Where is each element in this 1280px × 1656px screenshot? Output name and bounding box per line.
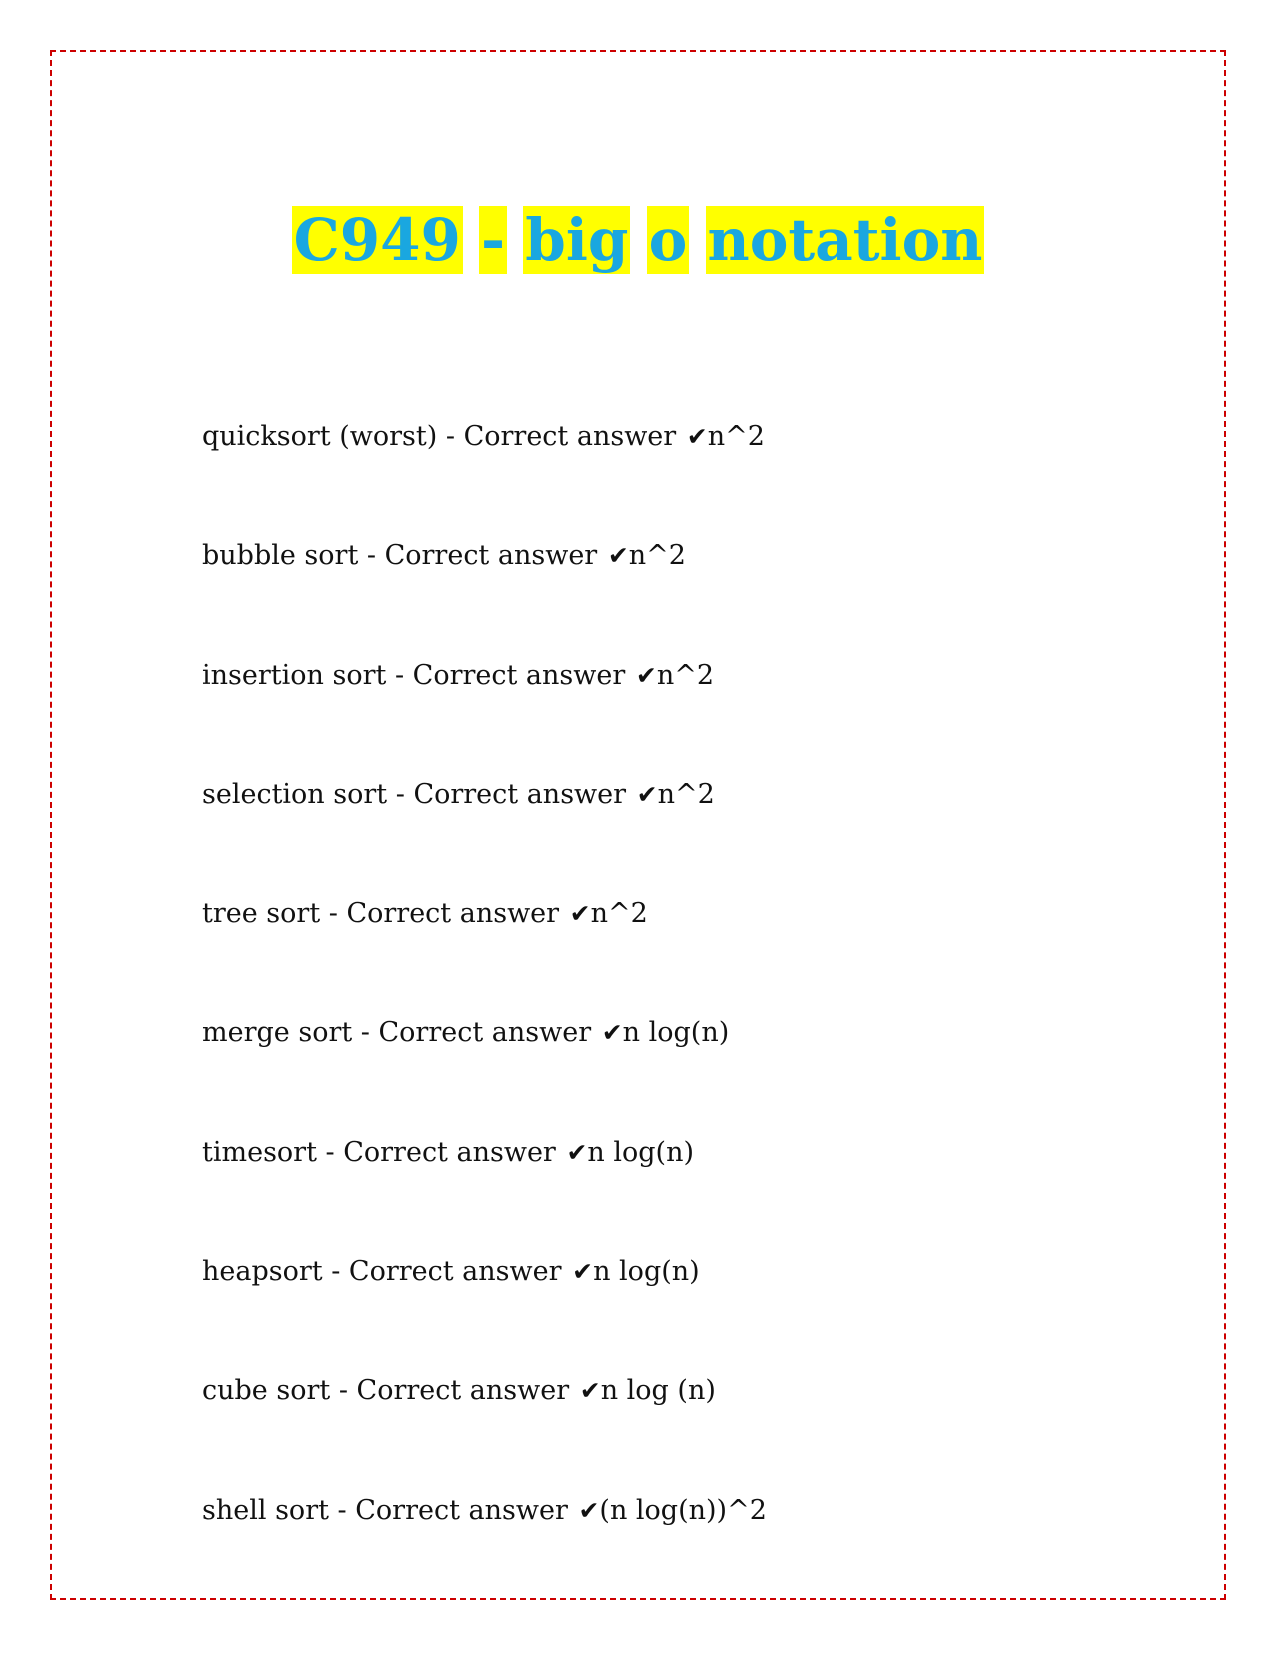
list-item: tree sort - Correct answer ✔n^2 bbox=[202, 898, 648, 930]
answer-prefix: Correct answer bbox=[463, 421, 677, 452]
list-item: selection sort - Correct answer ✔n^2 bbox=[202, 778, 715, 810]
item-term: selection sort bbox=[202, 778, 388, 810]
list-item: insertion sort - Correct answer ✔n^2 bbox=[202, 659, 715, 691]
item-answer: (n log(n))^2 bbox=[599, 1494, 767, 1526]
title-word: C949 bbox=[293, 206, 461, 274]
title-word: - bbox=[481, 206, 506, 274]
answer-prefix: Correct answer bbox=[348, 1256, 562, 1288]
title-word: o bbox=[648, 206, 688, 274]
check-icon: ✔ bbox=[635, 660, 657, 690]
list-item: quicksort (worst) - Correct answer ✔n^2 bbox=[202, 421, 765, 452]
item-answer: n^2 bbox=[657, 778, 715, 810]
check-icon: ✔ bbox=[578, 1495, 600, 1525]
item-answer: n log(n) bbox=[587, 1136, 694, 1168]
item-term: merge sort bbox=[202, 1017, 353, 1049]
check-icon: ✔ bbox=[636, 779, 658, 809]
list-item: shell sort - Correct answer ✔(n log(n))^2 bbox=[202, 1494, 767, 1526]
item-answer: n^2 bbox=[590, 898, 648, 930]
page-title bbox=[52, 200, 1224, 280]
item-term: timesort bbox=[202, 1136, 317, 1168]
page-frame bbox=[50, 50, 1226, 1600]
check-icon: ✔ bbox=[607, 541, 629, 571]
list-item: bubble sort - Correct answer ✔n^2 bbox=[202, 540, 686, 572]
item-answer: n^2 bbox=[628, 540, 686, 572]
check-icon: ✔ bbox=[601, 1018, 623, 1048]
question-list bbox=[202, 420, 767, 1613]
item-answer: n log(n) bbox=[622, 1017, 730, 1049]
list-item: cube sort - Correct answer ✔n log (n) bbox=[202, 1375, 716, 1407]
check-icon: ✔ bbox=[569, 899, 591, 929]
title-word: notation bbox=[707, 206, 983, 274]
list-item: heapsort - Correct answer ✔n log(n) bbox=[202, 1256, 700, 1288]
item-answer: n log(n) bbox=[593, 1256, 700, 1288]
item-term: quicksort (worst) bbox=[202, 421, 438, 452]
item-term: bubble sort bbox=[202, 540, 359, 572]
list-item: timesort - Correct answer ✔n log(n) bbox=[202, 1136, 694, 1168]
answer-prefix: Correct answer bbox=[346, 898, 560, 930]
answer-prefix: Correct answer bbox=[378, 1017, 592, 1049]
item-term: heapsort bbox=[202, 1256, 323, 1288]
check-icon: ✔ bbox=[572, 1257, 594, 1287]
check-icon: ✔ bbox=[579, 1376, 601, 1406]
item-answer: n^2 bbox=[707, 421, 765, 452]
item-answer: n^2 bbox=[656, 659, 715, 691]
answer-prefix: Correct answer bbox=[412, 659, 626, 691]
check-icon: ✔ bbox=[686, 422, 708, 451]
answer-prefix: Correct answer bbox=[355, 1494, 568, 1526]
answer-prefix: Correct answer bbox=[356, 1375, 570, 1407]
check-icon: ✔ bbox=[566, 1137, 588, 1167]
answer-prefix: Correct answer bbox=[384, 540, 598, 572]
item-term: insertion sort bbox=[202, 659, 387, 691]
title-word: big bbox=[525, 206, 629, 274]
item-answer: n log (n) bbox=[600, 1375, 716, 1407]
item-term: cube sort bbox=[202, 1375, 331, 1407]
answer-prefix: Correct answer bbox=[343, 1136, 556, 1168]
answer-prefix: Correct answer bbox=[413, 778, 627, 810]
item-term: tree sort bbox=[202, 898, 321, 930]
item-term: shell sort bbox=[202, 1494, 329, 1526]
list-item: merge sort - Correct answer ✔n log(n) bbox=[202, 1017, 730, 1049]
